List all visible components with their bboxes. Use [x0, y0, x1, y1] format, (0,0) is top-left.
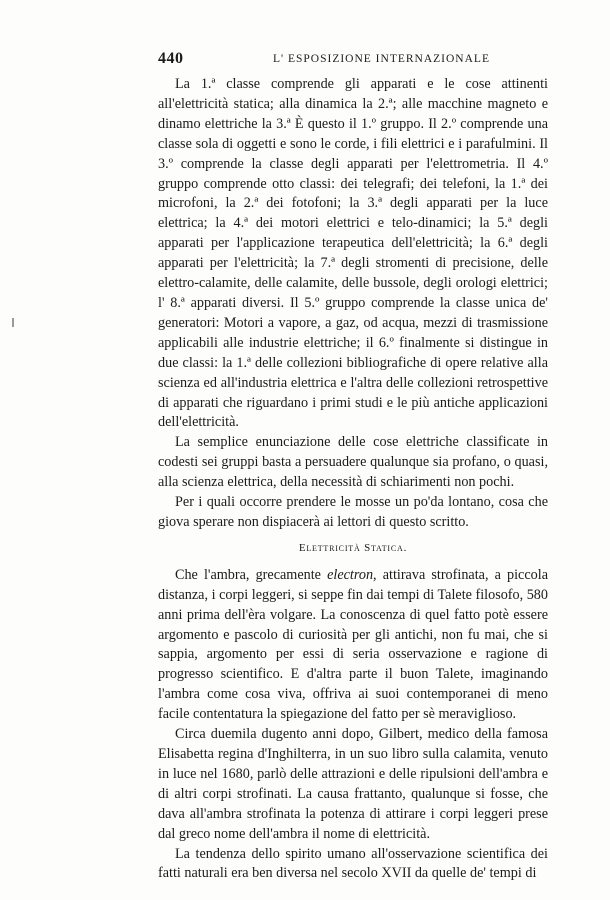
paragraph-amber-electron: electron	[327, 566, 374, 583]
paragraph-amber-start: Che l'ambra, grecamente	[175, 566, 328, 583]
paragraph-tendency: La tendenza dello spirito umano all'osservazione scientifica dei fatti naturali era ben diversa nel secolo XVII da quelle de' tempi di	[158, 845, 548, 882]
margin-mark	[12, 318, 14, 327]
page-number: 440	[158, 50, 184, 67]
paragraph-gilbert: Circa duemila dugento anni dopo, Gilbert, medico della famosa Elisabetta regina d'Inghilterra, in un suo libro sulla calamita, venuto in luce nel 1680, parlò delle attrazioni e delle ripulsioni dell'ambra e di altri corpi strofinati. La causa frattanto, qualunque si fosse, che dava all'ambra strofinata la potenza di attirare i corpi leggeri prese dal greco nome dell'ambra il nome di elettricità.	[158, 726, 548, 842]
paragraph-amber	[158, 566, 548, 725]
section-title: Elettricità Statica.	[298, 541, 408, 554]
paragraph-enunciation: La semplice enunciazione delle cose elettriche classificate in codesti sei gruppi basta a persuadere qualunque sia profano, o quasi, alla scienza elettrica, della necessità di schiarimenti non pochi.	[158, 434, 548, 491]
paragraph-premise: Per i quali occorre prendere le mosse un po'da lontano, cosa che giova sperare non dispiacerà ai lettori di questo scritto.	[158, 494, 548, 530]
paragraph-classes: La 1.ª classe comprende gli apparati e le cose attinenti all'elettricità statica; alla dinamica la 2.ª; alle macchine magneto e dinamo elettriche la 3.ª È questo il 1.º gruppo. Il 2.º comprende una classe sola di oggetti e sono le corde, i fili elettrici e i parafulmini. Il 3.º comprende la classe degli apparati per l'elettrometria. Il 4.º gruppo comprende otto classi: dei telegrafi; dei telefoni, la 1.ª dei microfoni, la 2.ª dei fotofoni; la 3.ª degli apparati per la luce elettrica; la 4.ª dei motori elettrici e telo-dinamici; la 5.ª degli apparati per l'applicazione terapeutica dell'elettricità; la 6.ª degli apparati per l'elettricità; la 7.ª degli stromenti di precisione, delle elettro-calamite, delle calamite, delle bussole, degli orologi elettrici; l' 8.ª apparati diversi. Il 5.º gruppo comprende la classe unica de' generatori: Motori a vapore, a gaz, od acqua, mezzi di trasmissione applicabili alle industrie elettriche; il 6.º finalmente si distingue in due classi: la 1.ª delle collezioni bibliografiche di opere relative alla scienza ed all'industria elettrica e l'altra delle collezioni retrospettive di apparati che riguardano i primi studi e le più antiche applicazioni dell'elettricità.	[158, 76, 548, 431]
paragraph-amber-rest: , attirava strofinata, a piccola distanza, i corpi leggeri, si seppe fin dai tempi di Talete filosofo, 580 anni prima dell'èra volgare. La conoscenza di quel fatto potè essere argomento e pascolo di curiosità per gli antichi, non fu mai, che si sappia, argomento per essi di seria osservazione e ragione di progresso scientifico. E d'altra parte il buon Talete, imaginando l'ambra come cosa viva, offriva ai suoi contemporanei di meno facile contentatura la spiegazione del fatto per sè meraviglioso.	[158, 566, 548, 723]
running-title: L' ESPOSIZIONE INTERNAZIONALE	[273, 53, 490, 65]
body-text	[158, 75, 548, 884]
page-header	[158, 50, 548, 70]
